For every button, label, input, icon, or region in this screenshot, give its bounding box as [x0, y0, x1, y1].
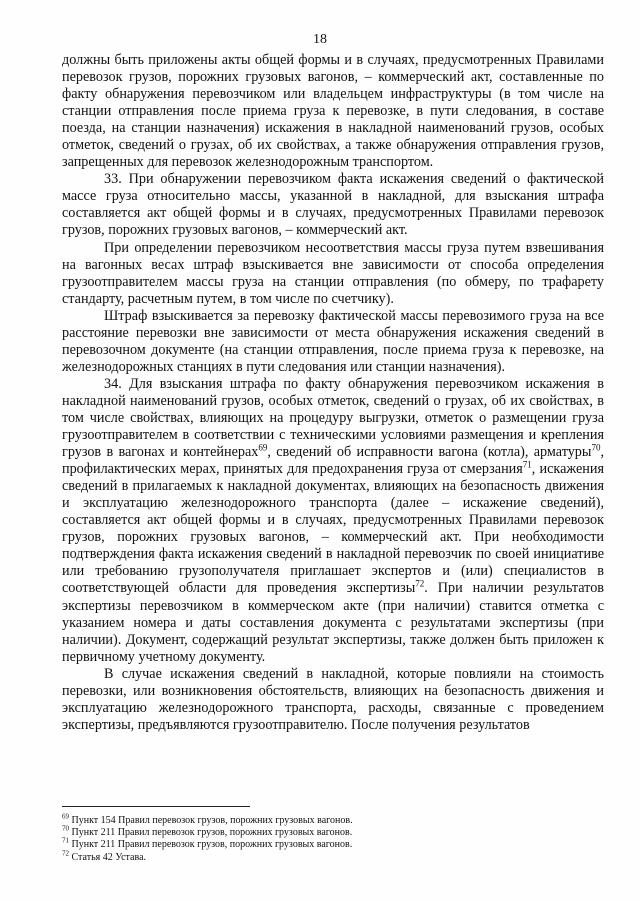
footnote-69 [62, 812, 604, 827]
footnote-70 [62, 824, 604, 839]
paragraph-34-text: , сведений об исправности вагона (котла), арматуры [267, 444, 592, 461]
footnote-divider [62, 806, 250, 807]
paragraph-fine-distance: Штраф взыскивается за перевозку фактической массы перевозимого груза на все расстояние перевозки вне зависимости от места обнаружения искажения сведений в перевозочном документе (на станции отправления, после приема груза к перевозке, на железнодорожных станциях в пути следования или станции назначения). [62, 307, 604, 375]
paragraph-34-text: . При наличии результатов экспертизы перевозчиком в коммерческом акте (при наличии) ставится отметка с указанием номера и даты составления документа с результатами экспертизы (при наличии). Документ, содержащий результат экспертизы, также должен быть приложен к первичному учетному документу. [62, 580, 604, 665]
paragraph-34-text: , профилактических мерах, принятых для предохранения груза от смерзания [62, 444, 604, 478]
footnote-72 [62, 849, 604, 864]
footnote-text: Пункт 211 Правил перевозок грузов, порожних грузовых вагонов. [71, 839, 353, 851]
paragraph-34 [62, 376, 604, 666]
footnote-text: Статья 42 Устава. [71, 851, 147, 863]
paragraph-weighing: При определении перевозчиком несоответствия массы груза путем взвешивания на вагонных весах штраф взыскивается вне зависимости от способа определения грузоотправителем массы груза на станции отправления (по обмеру, по трафарету стандарту, расчетным путем, в том числе по счетчику). [62, 239, 604, 307]
paragraph-34-text: 34. Для взыскания штрафа по факту обнаружения перевозчиком искажения в накладной наименований грузов, особых отметок, сведений о грузах, об их свойствах, в том числе свойствах, влияющих на процедуру выгрузки, отметок о размещении груза грузоотправителем в соответствии с техническими условиями размещения и крепления грузов в вагонах и контейнерах [62, 375, 604, 461]
paragraph-continuation: должны быть приложены акты общей формы и в случаях, предусмотренных Правилами перевозок грузов, порожних грузовых вагонов, – коммерческий акт, составленные по факту обнаружения перевозчиком или владельцем инфраструктуры (в том числе на станции отправления после приема груза к перевозке, в пути следования, в составе поезда, на станции назначения) искажения в накладной наименований грузов, особых отметок, сведений о грузах, об их свойствах, а также обнаружения отправления грузов, запрещенных для перевозок железнодорожным транспортом. [62, 52, 604, 171]
paragraph-34-text: , искажения сведений в прилагаемых к накладной документах, влияющих на безопасность движения и эксплуатацию железнодорожного транспорта (далее – искажение сведений), составляется акт общей формы и в случаях, предусмотренных Правилами перевозок грузов, порожних грузовых вагонов, – коммерческий акт. При необходимости подтверждения факта искажения сведений в накладной перевозчик по своей инициативе или требованию грузополучателя приглашает экспертов и (или) специалистов в соответствующей области для проведения экспертизы [62, 461, 604, 597]
paragraph-33: 33. При обнаружении перевозчиком факта искажения сведений о фактической массе груза относительно массы, указанной в накладной, для взыскания штрафа составляется акт общей формы и в случаях, предусмотренных Правилами перевозок грузов, порожних грузовых вагонов, – коммерческий акт. [62, 171, 604, 239]
footnote-mark: 70 [62, 824, 69, 833]
footnote-71 [62, 839, 604, 851]
footnote-ref-71: 71 [522, 459, 532, 470]
footnote-mark: 71 [62, 837, 69, 846]
page-number: 18 [313, 32, 327, 47]
footnote-mark: 72 [62, 849, 69, 858]
body-text [62, 52, 604, 734]
paragraph-expertise-costs: В случае искажения сведений в накладной, которые повлияли на стоимость перевозки, или возникновения обстоятельств, влияющих на безопасность движения и эксплуатацию железнодорожного транспорта, расходы, связанные с проведением экспертизы, предъявляются грузоотправителю. После получения результатов [62, 665, 604, 733]
footnote-ref-70: 70 [591, 442, 601, 453]
footnote-text: Пункт 211 Правил перевозок грузов, порожних грузовых вагонов. [71, 827, 353, 839]
footnote-text: Пункт 154 Правил перевозок грузов, порожних грузовых вагонов. [71, 815, 353, 826]
footnote-ref-69: 69 [258, 442, 268, 453]
footnote-mark: 69 [62, 812, 69, 821]
footnotes [62, 812, 604, 864]
footnote-ref-72: 72 [415, 578, 425, 589]
